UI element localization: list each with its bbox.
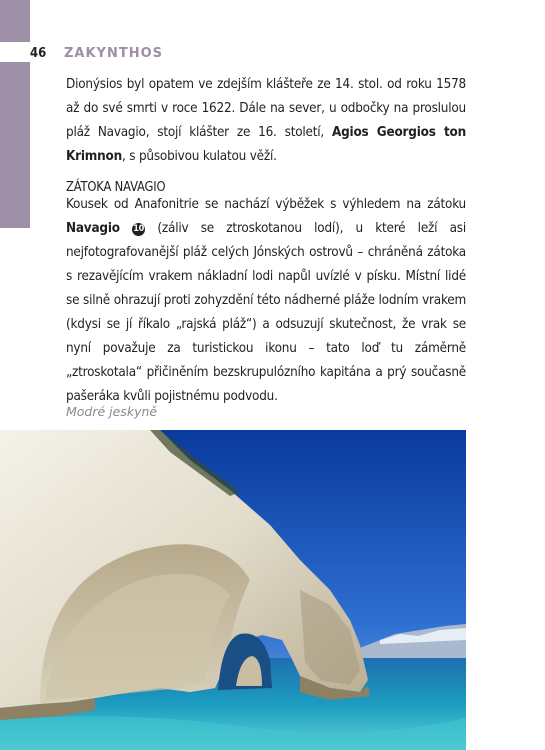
page-number: 46: [30, 46, 47, 61]
paragraph-text: , s působivou kulatou věží.: [122, 149, 277, 164]
map-marker-icon: 10: [133, 224, 145, 234]
paragraph-text: (záliv se ztroskotanou lodí), u které leží asi nejfotografovanější pláž celých Jónských ostrovů – chráněná zátoka s rezavějícím vrakem nákladní lodi napůl uvízlé v písku. Místní lidé se silně ohrazují proti zohyzdění této nádherné pláže lodním vrakem (kdysi se jí říkalo „rajská pláž“) a odsuzují skutečnost, že vrak se nyní považuje za turistickou ikonu – tato loď tu záměrně „ztroskotala“ přičiněním bezskrupulózního kapitána a prý současně pašeráka kvůli pojistnému podvodu.: [66, 221, 467, 404]
running-head: ZAKYNTHOS: [64, 46, 164, 61]
bold-place-name: Navagio: [66, 221, 120, 236]
bold-place-name: Agios Georgios ton Krimnon: [66, 125, 467, 164]
chapter-side-tab: [0, 62, 30, 228]
paragraph-navagio: [66, 193, 466, 409]
paragraph-intro: [66, 73, 466, 169]
paragraph-text: Kousek od Anafonitrie se nachází výběžek s výhledem na zátoku: [66, 197, 466, 212]
page-header: [30, 46, 545, 66]
paragraph-text: Dionýsios byl opatem ve zdejším klášteře ze 14. stol. od roku 1578 až do své smrti v roce 1622. Dále na sever, u odbočky na proslulou pláž Navagio, stojí klášter ze 16. století,: [66, 77, 466, 140]
section-title: ZÁTOKA NAVAGIO: [66, 180, 166, 195]
photo-caption: Modré jeskyně: [66, 404, 158, 419]
blue-caves-photo: [0, 430, 466, 750]
side-tab-top: [0, 0, 30, 42]
